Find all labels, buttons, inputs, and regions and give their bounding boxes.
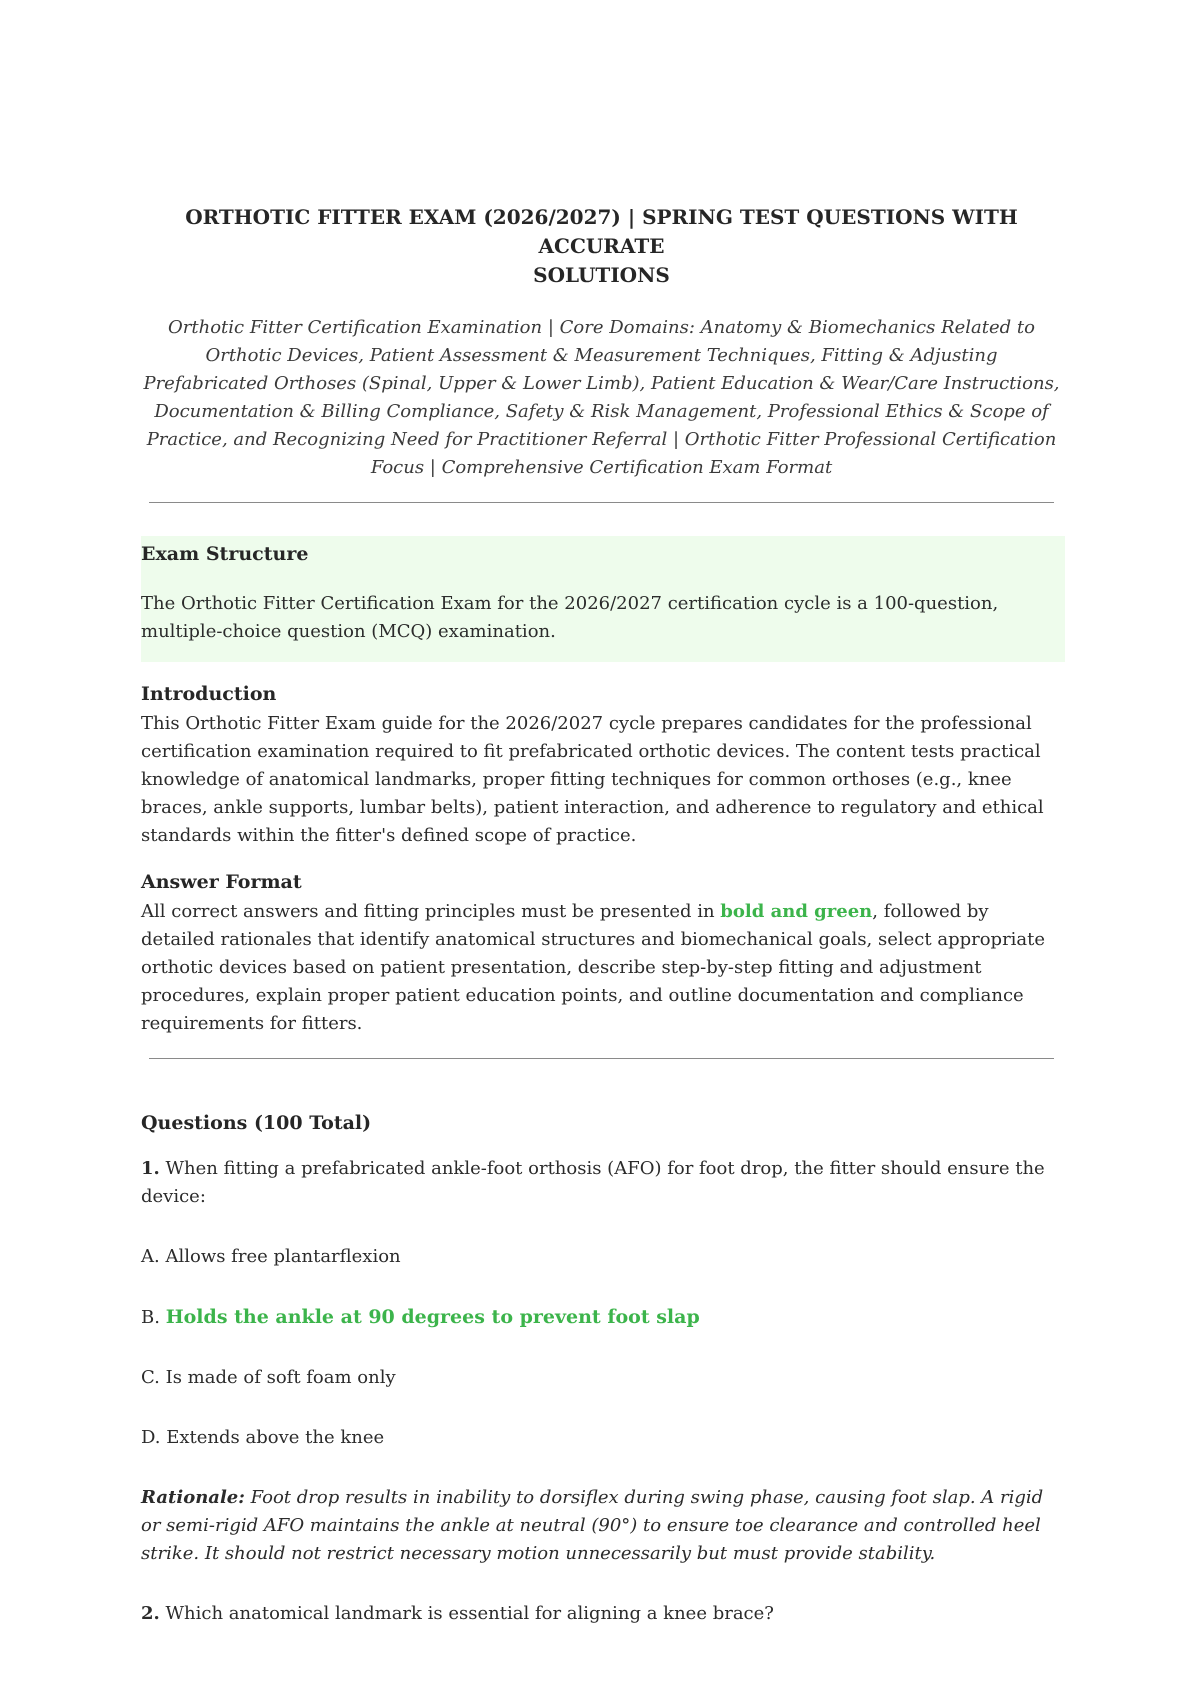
- option-text: Extends above the knee: [166, 1427, 385, 1448]
- option-letter: A.: [141, 1246, 160, 1267]
- answer-option-b-correct: [141, 1303, 1062, 1332]
- question-text: Which anatomical landmark is essential for aligning a knee brace?: [165, 1603, 774, 1624]
- question-text: When fitting a prefabricated ankle-foot orthosis (AFO) for foot drop, the fitter should ensure the device:: [141, 1158, 1045, 1207]
- horizontal-divider: [149, 1058, 1054, 1059]
- question-1: [141, 1155, 1062, 1568]
- rationale-text: Foot drop results in inability to dorsiflex during swing phase, causing foot slap. A rigid or semi-rigid AFO maintains the ankle at neutral (90°) to ensure toe clearance and controlled heel strike. It should not restrict necessary motion unnecessarily but must provide stability.: [141, 1487, 1044, 1564]
- option-letter: B.: [141, 1307, 160, 1328]
- title-line-1: ORTHOTIC FITTER EXAM (2026/2027) | SPRING TEST QUESTIONS WITH ACCURATE: [185, 205, 1018, 258]
- answer-format-text-before: All correct answers and fitting principles must be presented in: [141, 901, 721, 922]
- question-number: 1.: [141, 1158, 160, 1179]
- option-letter: D.: [141, 1427, 161, 1448]
- question-stem: [141, 1600, 1062, 1628]
- option-text: Is made of soft foam only: [165, 1367, 396, 1388]
- option-text: Allows free plantarflexion: [165, 1246, 401, 1267]
- exam-structure-text: The Orthotic Fitter Certification Exam for the 2026/2027 certification cycle is a 100-question, multiple-choice question (MCQ) examination.: [141, 593, 999, 642]
- question-2: [141, 1600, 1062, 1628]
- answer-option-a: [141, 1243, 1062, 1271]
- question-number: 2.: [141, 1603, 160, 1624]
- document-title: [141, 203, 1062, 290]
- answer-format-highlight: bold and green: [720, 901, 873, 922]
- option-text: Holds the ankle at 90 degrees to prevent foot slap: [165, 1306, 700, 1328]
- exam-structure-box: [141, 536, 1065, 662]
- questions-heading: Questions (100 Total): [141, 1112, 372, 1134]
- option-letter: C.: [141, 1367, 160, 1388]
- horizontal-divider: [149, 502, 1054, 503]
- answer-format-heading: Answer Format: [141, 871, 302, 893]
- question-stem: [141, 1155, 1062, 1211]
- title-line-2: SOLUTIONS: [533, 263, 670, 287]
- answer-format-text-after: , followed by detailed rationales that identify anatomical structures and biomechanical goals, select appropriate orthotic devices based on patient presentation, describe step-by-step fitting and adjustment procedures, explain proper patient education points, and outline documentation and compliance requirements for fitters.: [141, 901, 1046, 1034]
- answer-option-d: [141, 1424, 1062, 1452]
- rationale: [141, 1484, 1062, 1568]
- document-subtitle: Orthotic Fitter Certification Examination | Core Domains: Anatomy & Biomechanics Related to Orthotic Devices, Patient Assessment & Measurement Techniques, Fitting & Adjusting Prefabricated Orthoses (Spinal, Upper & Lower Limb), Patient Education & Wear/Care Instructions, Documentation & Billing Compliance, Safety & Risk Management, Professional Ethics & Scope of Practice, and Recognizing Need for Practitioner Referral | Orthotic Fitter Professional Certification Focus | Comprehensive Certification Exam Format: [143, 317, 1060, 478]
- answer-option-c: [141, 1364, 1062, 1392]
- exam-structure-heading: Exam Structure: [141, 543, 309, 565]
- rationale-label: Rationale:: [141, 1487, 245, 1508]
- introduction-heading: Introduction: [141, 683, 277, 705]
- introduction-text: This Orthotic Fitter Exam guide for the 2026/2027 cycle prepares candidates for the professional certification examination required to fit prefabricated orthotic devices. The content tests practical knowledge of anatomical landmarks, proper fitting techniques for common orthoses (e.g., knee braces, ankle supports, lumbar belts), patient interaction, and adherence to regulatory and ethical standards within the fitter's defined scope of practice.: [141, 713, 1044, 846]
- introduction-section: [141, 680, 1062, 850]
- answer-format-section: [141, 868, 1062, 1038]
- answer-format-text: [141, 898, 1062, 1038]
